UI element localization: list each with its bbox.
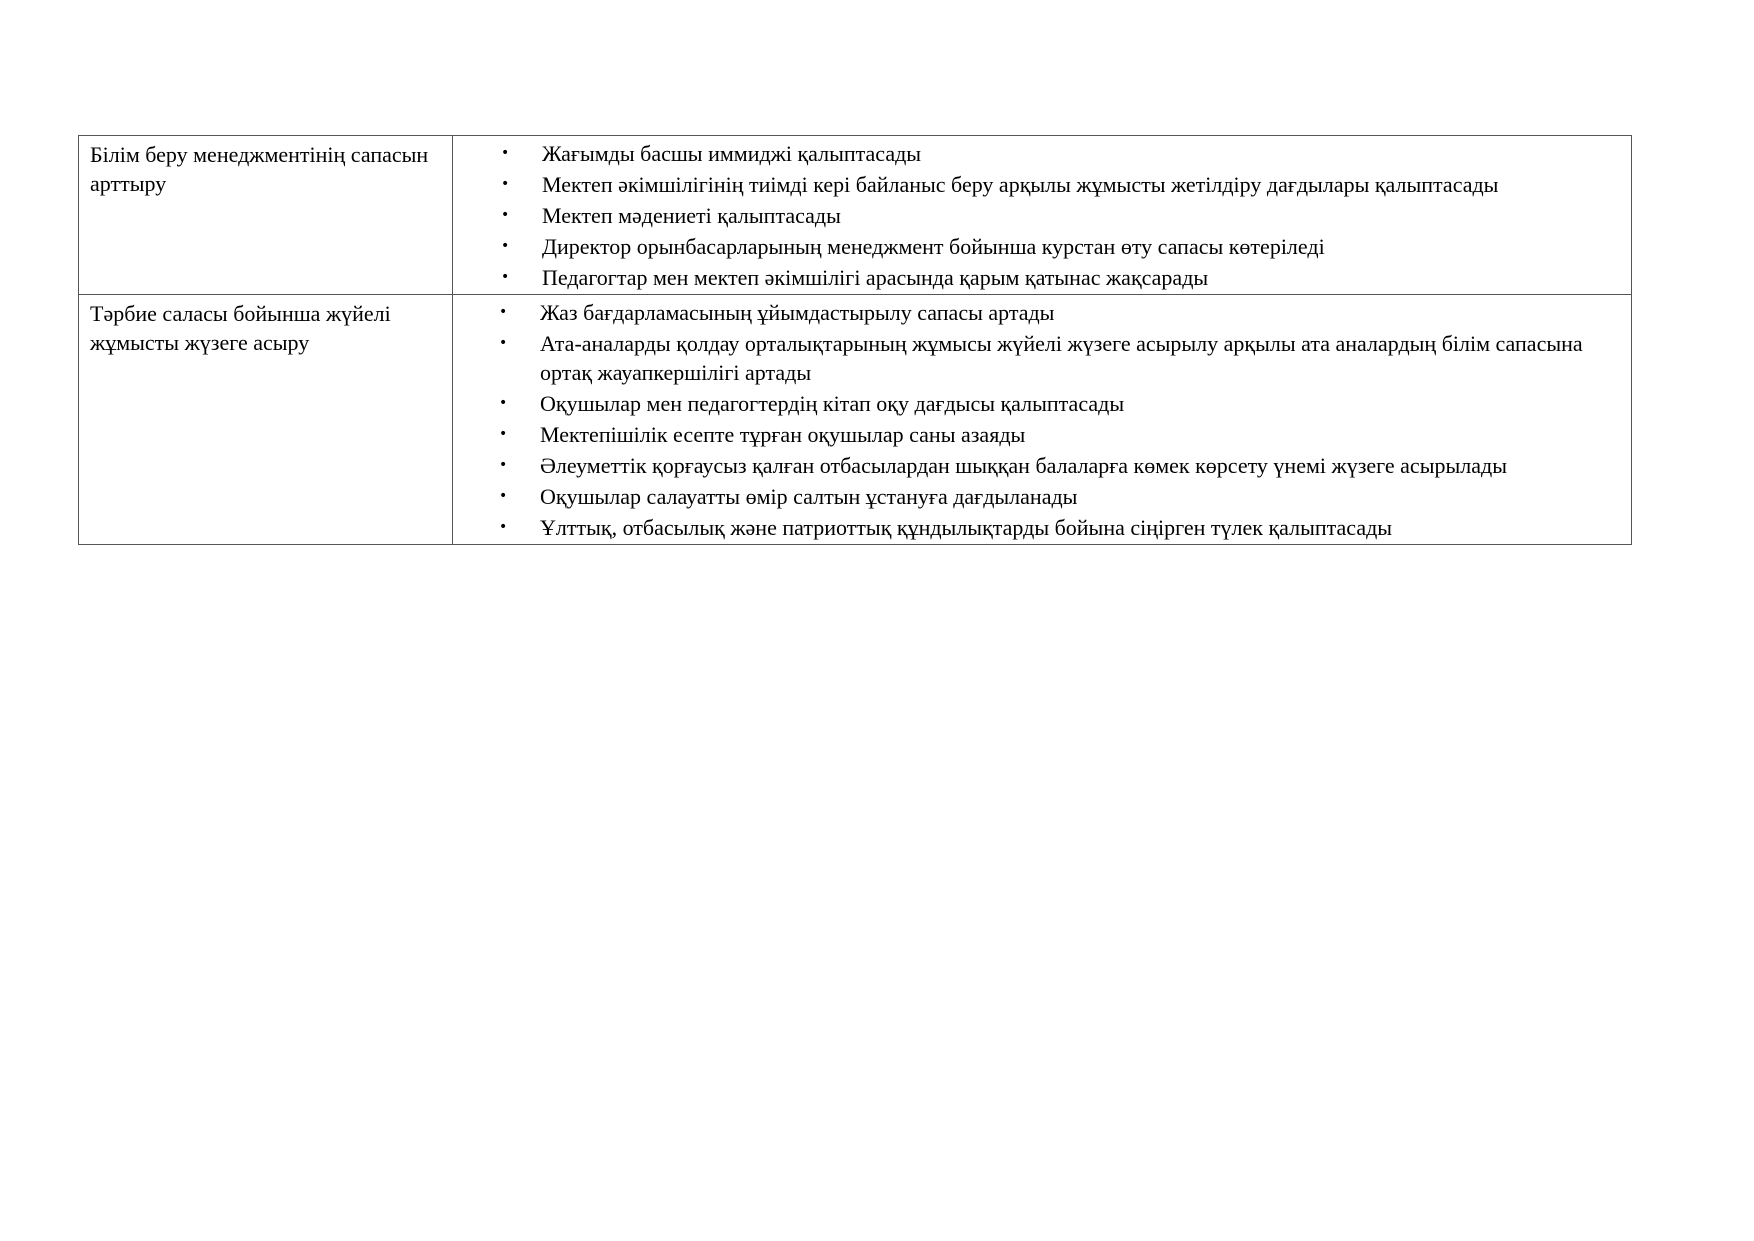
list-item (453, 170, 1617, 199)
goal-text: Тәрбие саласы бойынша жүйелі жұмысты жүзеге асыру (90, 301, 391, 355)
bullet-icon: • (499, 519, 508, 535)
list-item (453, 298, 1617, 327)
list-item (453, 482, 1617, 511)
bullet-icon: • (499, 395, 508, 411)
list-item (453, 420, 1617, 449)
goal-cell (79, 295, 453, 545)
list-item (453, 139, 1617, 168)
list-item (453, 201, 1617, 230)
bullet-icon: • (501, 269, 510, 285)
bullet-icon: • (501, 238, 510, 254)
goal-cell (79, 136, 453, 295)
bullet-icon: • (501, 207, 510, 223)
list-item-text: Мектепішілік есепте тұрған оқушылар саны азаяды (540, 422, 1026, 447)
list-item (453, 263, 1617, 292)
list-item (453, 389, 1617, 418)
list-item-text: Ата-аналарды қолдау орталықтарының жұмысы жүйелі жүзеге асырылу арқылы ата аналардың білім сапасына ортақ жауапкершілігі артады (540, 331, 1583, 385)
list-item-text: Жағымды басшы иммиджі қалыптасады (542, 141, 922, 166)
bullet-icon: • (501, 176, 510, 192)
list-item-text: Әлеуметтік қорғаусыз қалған отбасылардан шыққан балаларға көмек көрсету үнемі жүзеге асырылады (540, 453, 1507, 478)
table-row (79, 295, 1632, 545)
table-row (79, 136, 1632, 295)
goal-text: Білім беру менеджментінің сапасын арттыру (90, 142, 429, 196)
list-item (453, 232, 1617, 261)
list-item-text: Оқушылар салауатты өмір салтын ұстануға дағдыланады (540, 484, 1078, 509)
bullet-icon: • (499, 304, 508, 320)
list-item-text: Педагогтар мен мектеп әкімшілігі арасында қарым қатынас жақсарады (542, 265, 1209, 290)
list-item-text: Ұлттық, отбасылық және патриоттық құндылықтарды бойына сіңірген түлек қалыптасады (540, 515, 1393, 540)
list-item-text: Мектеп әкімшілігінің тиімді кері байланыс беру арқылы жұмысты жетілдіру дағдылары қалыптасады (542, 172, 1499, 197)
bullet-icon: • (499, 457, 508, 473)
goals-results-table (78, 135, 1632, 545)
list-item-text: Директор орынбасарларының менеджмент бойынша курстан өту сапасы көтеріледі (542, 234, 1325, 259)
bullet-icon: • (499, 426, 508, 442)
results-list (453, 139, 1617, 292)
list-item (453, 329, 1617, 387)
bullet-icon: • (499, 335, 508, 351)
list-item (453, 513, 1617, 542)
bullet-icon: • (501, 145, 510, 161)
bullet-icon: • (499, 488, 508, 504)
list-item-text: Оқушылар мен педагогтердің кітап оқу дағдысы қалыптасады (540, 391, 1125, 416)
results-cell (453, 136, 1632, 295)
list-item-text: Мектеп мәдениеті қалыптасады (542, 203, 841, 228)
results-list (453, 298, 1617, 542)
results-cell (453, 295, 1632, 545)
list-item (453, 451, 1617, 480)
list-item-text: Жаз бағдарламасының ұйымдастырылу сапасы артады (540, 300, 1055, 325)
